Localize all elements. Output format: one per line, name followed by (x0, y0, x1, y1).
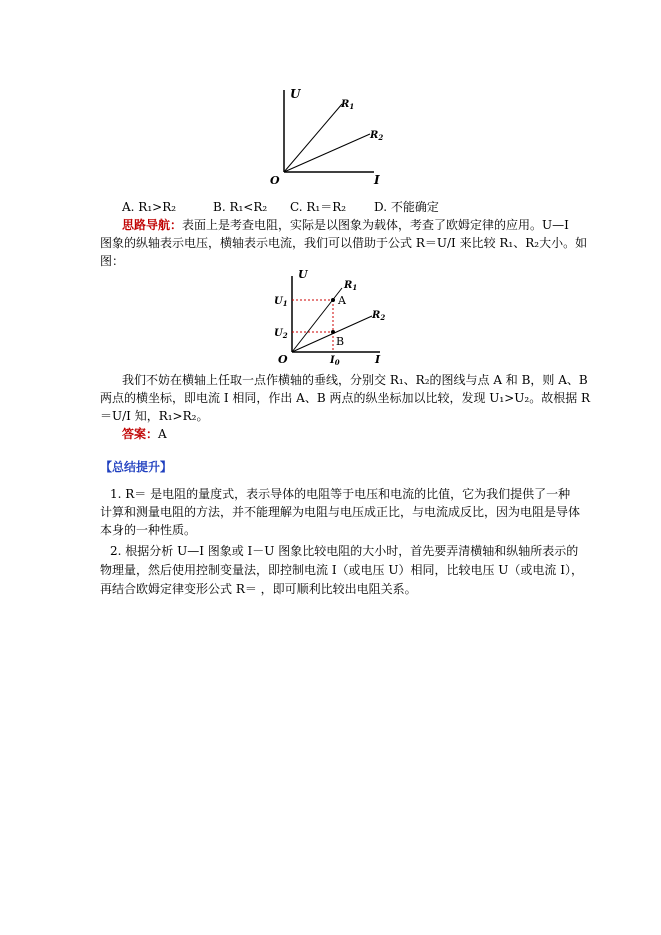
i0-label: $I_0$ (330, 355, 340, 366)
r1-label: $R_1$ (344, 280, 358, 292)
ui-graph-2 (272, 268, 392, 366)
line-r1 (292, 288, 345, 352)
origin-label: O (278, 353, 288, 366)
axis-label-u: U (290, 87, 301, 101)
r2-label: $R_2$ (372, 310, 386, 322)
explanation-line-2: 两点的横坐标，即电流 I 相同，作出 A、B 两点的纵坐标加以比较，发现 U₁>U₂。故根据 R (100, 391, 591, 405)
answer-value: A (158, 427, 167, 441)
axis-label-i: I (374, 173, 380, 187)
explanation-line-3: ＝U/I 知，R₁>R₂。 (100, 409, 209, 423)
origin-label: O (270, 174, 280, 187)
ui-graph-1 (262, 84, 392, 188)
explanation-line-1: 我们不妨在横轴上任取一点作横轴的垂线，分别交 R₁、R₂的图线与点 A 和 B，则 A、B (122, 373, 588, 387)
analysis-line-1 (122, 216, 569, 234)
u1-label: $U_1$ (274, 296, 288, 308)
line-r2 (292, 316, 372, 352)
line-r1 (284, 104, 342, 172)
analysis-line-2: 图象的纵轴表示电压，横轴表示电流，我们可以借助于公式 R＝U/I 来比较 R₁、R₂大小。如 (100, 236, 588, 250)
option-d: D. 不能确定 (374, 200, 439, 214)
answer-label: 答案： (122, 427, 159, 441)
answer-line (122, 425, 167, 443)
line-r2 (284, 134, 370, 172)
summary-p2-line-2: 物理量，然后使用控制变量法，即控制电流 I（或电压 U）相同，比较电压 U（或电流 I）， (100, 563, 583, 577)
option-b: B. R₁<R₂ (213, 200, 268, 214)
point-a-label: A (338, 294, 346, 307)
line-label-r1: $R_1$ (341, 99, 355, 111)
analysis-label: 思路导航： (122, 218, 183, 232)
line-label-r2: $R_2$ (370, 130, 384, 142)
point-b-marker (331, 330, 335, 334)
summary-p1-line-2: 计算和测量电阻的方法，并不能理解为电阻与电压成正比，与电流成反比，因为电阻是导体 (100, 505, 581, 519)
option-c: C. R₁＝R₂ (290, 200, 347, 214)
axis-label-i: I (375, 353, 381, 366)
analysis-line-3: 图： (100, 254, 125, 268)
point-a-marker (331, 298, 335, 302)
summary-p2-line-1: 2. 根据分析 U—I 图象或 I－U 图象比较电阻的大小时，首先要弄清横轴和纵轴所表示的 (110, 544, 579, 558)
axis-label-u: U (298, 268, 308, 281)
summary-title: 【总结提升】 (100, 460, 173, 474)
option-a: A. R₁>R₂ (122, 200, 177, 214)
analysis-text-1: 表面上是考查电阻，实际是以图象为载体，考查了欧姆定律的应用。U—I (182, 218, 569, 232)
u2-label: $U_2$ (274, 328, 288, 340)
summary-p2-line-3: 再结合欧姆定律变形公式 R＝ ，即可顺利比较出电阻关系。 (100, 582, 417, 596)
summary-p1-line-3: 本身的一种性质。 (100, 523, 197, 537)
summary-p1-line-1: 1. R＝ 是电阻的量度式，表示导体的电阻等于电压和电流的比值，它为我们提供了一种 (110, 487, 571, 501)
point-b-label: B (336, 335, 345, 348)
